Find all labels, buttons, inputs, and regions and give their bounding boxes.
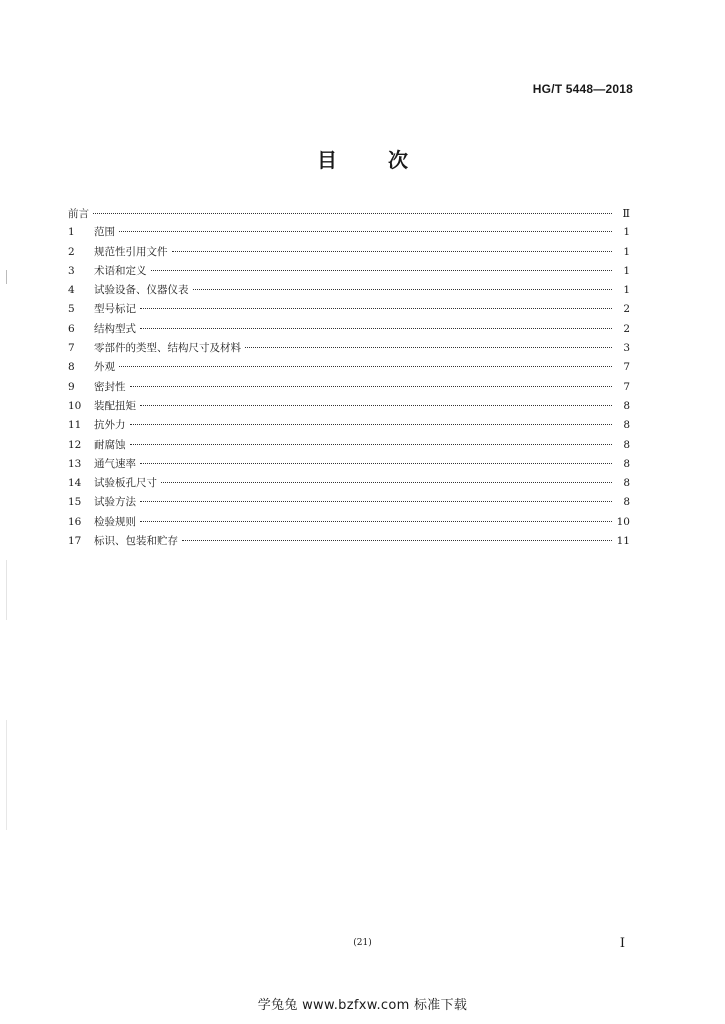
toc-leader-dots bbox=[161, 482, 612, 483]
toc-entry-label: 检验规则 bbox=[94, 515, 136, 528]
toc-entry-number: 8 bbox=[68, 361, 75, 374]
toc-entry[interactable] bbox=[68, 243, 630, 262]
toc-entry[interactable] bbox=[68, 436, 630, 455]
toc-leader-dots bbox=[119, 231, 612, 232]
page-mark: (21) bbox=[353, 938, 372, 948]
toc-entry-number: 5 bbox=[68, 303, 75, 316]
toc-entry[interactable] bbox=[68, 532, 630, 551]
toc-leader-dots bbox=[130, 386, 613, 387]
toc-entry-number: 10 bbox=[68, 399, 82, 412]
standard-code: HG/T 5448—2018 bbox=[532, 82, 633, 96]
toc-entry[interactable] bbox=[68, 474, 630, 493]
toc-entry[interactable] bbox=[68, 455, 630, 474]
toc-entry-page: 3 bbox=[623, 342, 630, 355]
toc-entry[interactable] bbox=[68, 378, 630, 397]
toc-entry-label: 外观 bbox=[94, 361, 115, 374]
toc-leader-dots bbox=[130, 424, 613, 425]
toc-entry-page: 8 bbox=[623, 457, 630, 470]
toc-entry-label: 试验方法 bbox=[94, 496, 136, 509]
toc-entry-label: 范围 bbox=[94, 226, 115, 239]
toc-entry-number: 7 bbox=[68, 342, 75, 355]
toc-entry-label: 装配扭矩 bbox=[94, 399, 136, 412]
toc-leader-dots bbox=[172, 251, 613, 252]
toc-entry-number: 3 bbox=[68, 264, 75, 277]
title-char-left: 目 bbox=[317, 148, 338, 172]
toc-entry-page: 8 bbox=[623, 496, 630, 509]
toc-entry-page: 1 bbox=[623, 245, 630, 258]
toc-entry-number: 9 bbox=[68, 380, 75, 393]
toc-leader-dots bbox=[140, 501, 612, 502]
toc-leader-dots bbox=[130, 444, 613, 445]
table-of-contents bbox=[68, 204, 630, 551]
toc-leader-dots bbox=[140, 405, 612, 406]
toc-entry-page: 8 bbox=[623, 477, 630, 490]
toc-entry-page: 11 bbox=[616, 535, 630, 548]
toc-entry[interactable] bbox=[68, 223, 630, 242]
toc-leader-dots bbox=[119, 366, 612, 367]
toc-entry-label: 密封性 bbox=[94, 380, 126, 393]
toc-entry-label: 试验板孔尺寸 bbox=[94, 477, 157, 490]
page-number: I bbox=[619, 936, 625, 951]
toc-leader-dots bbox=[182, 540, 612, 541]
page-title bbox=[0, 144, 725, 173]
toc-entry-page: 8 bbox=[623, 438, 630, 451]
toc-entry-page: 2 bbox=[623, 303, 630, 316]
toc-entry-label: 耐腐蚀 bbox=[94, 438, 126, 451]
toc-entry[interactable] bbox=[68, 262, 630, 281]
toc-entry-number: 4 bbox=[68, 284, 75, 297]
scan-edge-mark bbox=[6, 720, 7, 830]
toc-entry-page: 1 bbox=[623, 226, 630, 239]
toc-entry-number: 1 bbox=[68, 226, 75, 239]
toc-entry-page: 8 bbox=[623, 419, 630, 432]
toc-entry[interactable] bbox=[68, 397, 630, 416]
toc-entry-number: 13 bbox=[68, 457, 82, 470]
toc-entry[interactable] bbox=[68, 513, 630, 532]
toc-entry[interactable] bbox=[68, 493, 630, 512]
toc-leader-dots bbox=[140, 308, 612, 309]
toc-entry-number: 16 bbox=[68, 515, 82, 528]
toc-entry-number: 12 bbox=[68, 438, 82, 451]
toc-entry[interactable] bbox=[68, 320, 630, 339]
toc-leader-dots bbox=[151, 270, 613, 271]
toc-entry-page: 8 bbox=[623, 399, 630, 412]
toc-entry-label: 结构型式 bbox=[94, 322, 136, 335]
toc-entry-label: 抗外力 bbox=[94, 419, 126, 432]
toc-entry-number: 11 bbox=[68, 419, 82, 432]
toc-entry-page: Ⅱ bbox=[622, 207, 630, 220]
scan-edge-mark bbox=[6, 560, 7, 620]
toc-entry-number: 15 bbox=[68, 496, 82, 509]
footer-watermark: 学兔兔 www.bzfxw.com 标准下载 bbox=[257, 998, 468, 1013]
toc-entry-page: 7 bbox=[623, 380, 630, 393]
toc-entry-page: 7 bbox=[623, 361, 630, 374]
toc-entry-page: 1 bbox=[623, 264, 630, 277]
toc-entry-label: 规范性引用文件 bbox=[94, 245, 168, 258]
toc-entry[interactable] bbox=[68, 358, 630, 377]
toc-leader-dots bbox=[140, 521, 612, 522]
toc-leader-dots bbox=[93, 213, 612, 214]
toc-entry-page: 2 bbox=[623, 322, 630, 335]
toc-entry-label: 试验设备、仪器仪表 bbox=[94, 284, 189, 297]
toc-entry-label: 术语和定义 bbox=[94, 264, 147, 277]
toc-entry-number: 17 bbox=[68, 535, 82, 548]
toc-leader-dots bbox=[193, 289, 613, 290]
toc-entry[interactable] bbox=[68, 204, 630, 223]
toc-entry[interactable] bbox=[68, 300, 630, 319]
toc-entry-label: 型号标记 bbox=[94, 303, 136, 316]
toc-entry-number: 14 bbox=[68, 477, 82, 490]
scan-edge-mark bbox=[6, 270, 7, 284]
toc-entry-label: 通气速率 bbox=[94, 457, 136, 470]
toc-entry-label: 标识、包装和贮存 bbox=[94, 535, 178, 548]
toc-leader-dots bbox=[140, 328, 612, 329]
toc-entry-number: 6 bbox=[68, 322, 75, 335]
toc-entry-number: 2 bbox=[68, 245, 75, 258]
toc-entry-label: 零部件的类型、结构尺寸及材料 bbox=[94, 342, 241, 355]
toc-entry[interactable] bbox=[68, 281, 630, 300]
toc-leader-dots bbox=[245, 347, 612, 348]
toc-entry[interactable] bbox=[68, 416, 630, 435]
toc-entry-page: 1 bbox=[623, 284, 630, 297]
toc-leader-dots bbox=[140, 463, 612, 464]
toc-entry-label: 前言 bbox=[68, 208, 89, 220]
toc-entry[interactable] bbox=[68, 339, 630, 358]
title-char-right: 次 bbox=[387, 148, 408, 172]
toc-entry-page: 10 bbox=[616, 515, 630, 528]
